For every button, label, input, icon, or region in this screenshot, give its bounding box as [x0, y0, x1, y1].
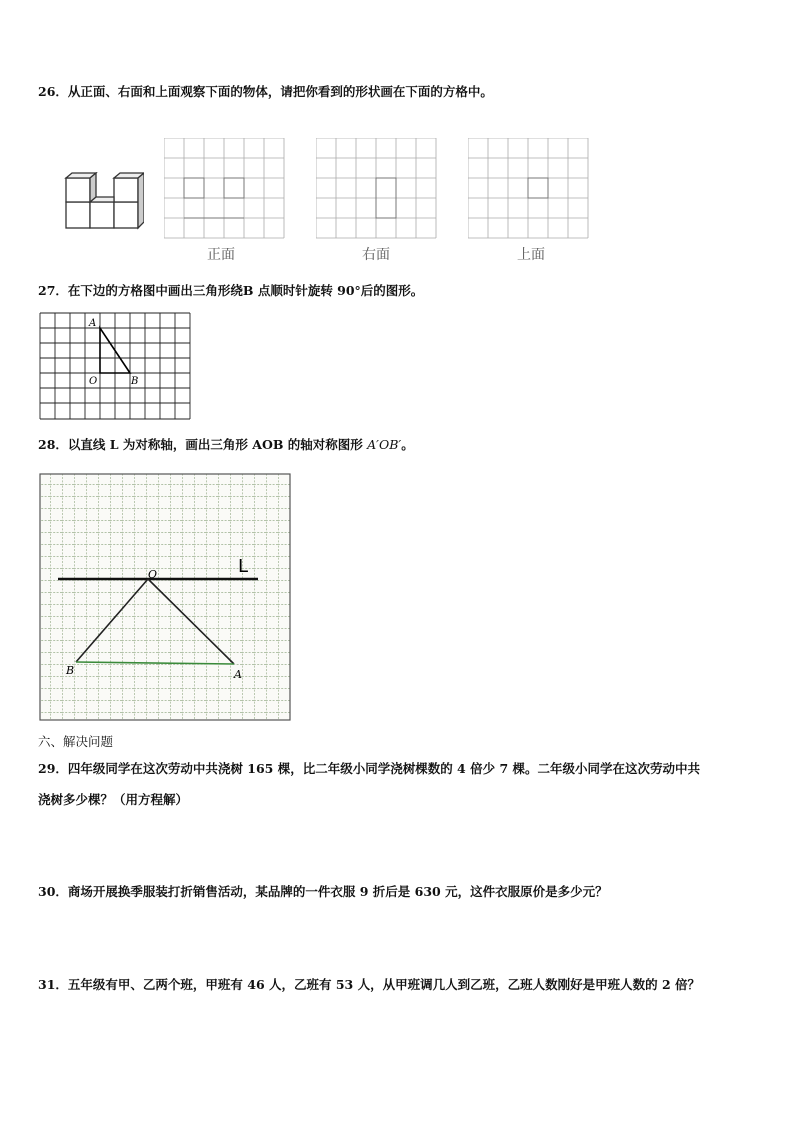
question-28-symbol: A′OB′ [367, 437, 402, 452]
caption-right: 右面 [362, 247, 390, 263]
symmetry-grid [38, 472, 292, 722]
grid-top-view [468, 138, 592, 240]
question-27: 27．在下边的方格图中画出三角形绕B 点顺时针旋转 90°后的图形。 [38, 283, 424, 298]
question-28-text: 28．以直线 L 为对称轴，画出三角形 AOB 的轴对称图形 [38, 437, 368, 452]
question-29-line1: 29．四年级同学在这次劳动中共浇树 165 棵，比二年级小同学浇树棵数的 4 倍少 7 棵。二年级小同学在这次劳动中共 [38, 761, 700, 776]
label-b2: B [66, 664, 75, 677]
question-29-line2: 浇树多少棵？（用方程解） [38, 792, 189, 807]
grid-front-view [164, 138, 288, 240]
label-a2: A [234, 668, 242, 681]
label-o2: O [148, 568, 158, 581]
question-26: 26．从正面、右面和上面观察下面的物体，请把你看到的形状画在下面的方格中。 [38, 84, 493, 99]
question-30: 30．商场开展换季服装打折销售活动，某品牌的一件衣服 9 折后是 630 元，这件衣服原价是多少元？ [38, 884, 608, 899]
caption-front: 正面 [207, 247, 235, 263]
label-line-l: L [238, 556, 249, 577]
rotation-grid [38, 312, 194, 422]
label-o: O [89, 376, 98, 387]
question-28 [38, 436, 414, 454]
question-28-end: 。 [401, 437, 414, 452]
grid-right-view [316, 138, 440, 240]
label-a: A [89, 318, 97, 329]
cube-object-figure [64, 172, 144, 234]
question-31: 31．五年级有甲、乙两个班，甲班有 46 人，乙班有 53 人，从甲班调几人到乙班，乙班人数刚好是甲班人数的 2 倍？ [38, 977, 700, 992]
section-title: 六、解决问题 [38, 734, 114, 749]
label-b: B [131, 376, 139, 387]
caption-top: 上面 [517, 247, 545, 263]
